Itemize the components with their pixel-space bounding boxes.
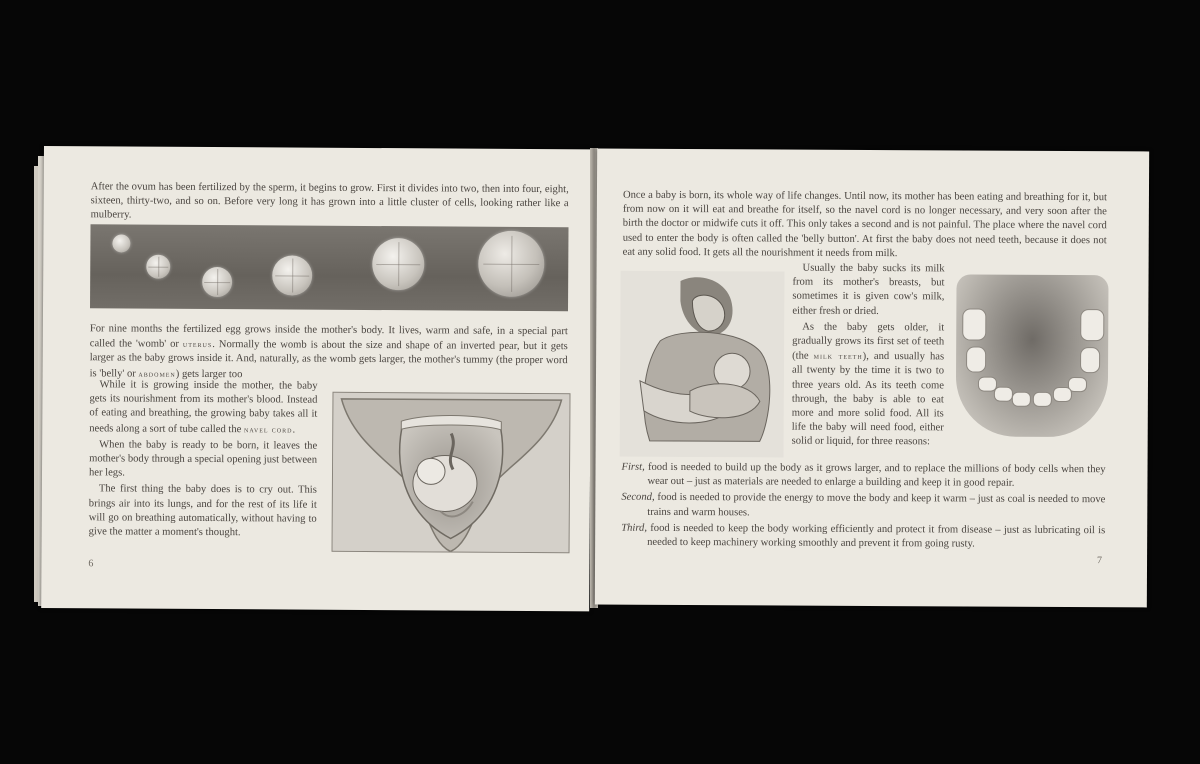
left-page: [41, 146, 592, 611]
molar-tooth-icon: [1080, 309, 1104, 341]
first-breath-paragraph: The first thing the baby does is to cry out. This brings air into its lungs, and for the rest of its life it will go on breathing automatically, without having to give the matter a moment's thought.: [88, 483, 317, 539]
four-cell-icon: [202, 267, 232, 297]
reason-second-text: food is needed to provide the energy to move the body and keep it warm – just as coal is needed to move trains and warm houses.: [647, 492, 1106, 518]
womb-text-start: For nine months the fertilized egg grows inside the mother's body. It lives, warm and safe, in a special part called the 'womb' or: [89, 323, 568, 351]
molar-tooth-icon: [962, 308, 986, 340]
tooth-icon: [1012, 392, 1031, 407]
nourishment-text-end: .: [292, 424, 296, 436]
term-navel-cord: navel cord: [243, 423, 293, 435]
nourishment-paragraph: [89, 378, 317, 437]
womb-text-middle: . Normally the womb is about the size and shape of an inverted pear, but it gets larger as the baby grows inside it. And, naturally, as the womb gets larger, the mother's tummy (the proper word is 'belly' or: [89, 339, 568, 380]
tooth-icon: [994, 387, 1013, 402]
nourishment-text: While it is growing inside the mother, the baby gets its nourishment from its mother's blood. Instead of eating and breathing, the growing baby takes all it needs along a sort of tube called the: [89, 379, 318, 435]
molar-tooth-icon: [966, 346, 986, 372]
milk-teeth-icon: [956, 274, 1109, 437]
teeth-paragraph: [792, 320, 945, 450]
mulberry-cell-cluster-icon: [478, 231, 544, 297]
reason-first: [621, 461, 1105, 492]
reason-third-text: food is needed to keep the body working efficiently and protect it from disease – just as lubricating oil is needed to keep machinery working smoothly and prevent it from going rusty.: [646, 522, 1106, 550]
term-uterus: uterus: [182, 339, 213, 350]
page-number-right: 7: [1097, 555, 1103, 567]
teeth-text-start: As the baby gets older, it gradually grows its first set of teeth (the: [792, 321, 945, 362]
breastfeeding-paragraph: Usually the baby sucks its milk from its mother's breasts, but sometimes it is given cow's milk, either fresh or dried.: [792, 262, 945, 317]
two-cell-icon: [146, 255, 170, 279]
reason-first-lead: First,: [621, 461, 645, 473]
reason-third-lead: Third,: [621, 522, 648, 534]
single-cell-icon: [112, 234, 130, 252]
term-milk-teeth: milk teeth: [813, 350, 863, 362]
reason-first-text: food is needed to build up the body as it grows larger, and to replace the millions of body cells when they wear out – just as materials are needed to enlarge a building and keep it in good repair.: [644, 461, 1106, 489]
womb-text-end: ) gets larger too: [175, 368, 243, 380]
term-abdomen: abdomen: [138, 368, 176, 379]
page-number-left: 6: [88, 558, 94, 570]
reason-second: [621, 491, 1105, 522]
sixteen-cell-icon: [372, 238, 424, 290]
womb-paragraph: [90, 322, 568, 384]
eight-cell-icon: [272, 255, 312, 295]
right-page: [595, 149, 1149, 608]
right-column: [792, 262, 945, 450]
reason-third: [621, 522, 1105, 553]
mother-nursing-icon: [620, 271, 785, 458]
birth-changes-paragraph: Once a baby is born, its whole way of life changes. Until now, its mother has been eating and breathing for it, but from now on it will eat and breathe for itself, so the navel cord is no longer necessary, and very soon after the birth the doctor or midwife cuts it off. This only takes a second and is not painful. The place where the navel cord used to enter the body is often called the 'belly button'. At first the baby does not need teeth, because it does not eat any solid food. It gets all the nourishment it needs from milk.: [622, 189, 1107, 259]
baby-in-womb-icon: [332, 392, 571, 553]
molar-tooth-icon: [1080, 347, 1100, 373]
tooth-icon: [1033, 392, 1052, 407]
intro-paragraph: After the ovum has been fertilized by the sperm, it begins to grow. First it divides into two, then into four, eight, sixteen, thirty-two, and so on. Before very long it has grown into a little cluster of cells, looking rather like a mulberry.: [90, 181, 569, 221]
teeth-text-end: ), and usually has all twenty by the time it is two to three years old. As its teeth come through, the baby is able to eat more and more solid food. All its life the baby will need food, either solid or liquid, for three reasons:: [791, 351, 945, 448]
three-reasons-list: [621, 461, 1105, 553]
tooth-icon: [1053, 387, 1072, 402]
birth-paragraph: When the baby is ready to be born, it leaves the mother's body through a special opening just between her legs.: [88, 439, 318, 479]
reason-second-lead: Second,: [621, 492, 655, 504]
left-column: [89, 378, 318, 541]
cell-division-illustration: [90, 224, 569, 311]
